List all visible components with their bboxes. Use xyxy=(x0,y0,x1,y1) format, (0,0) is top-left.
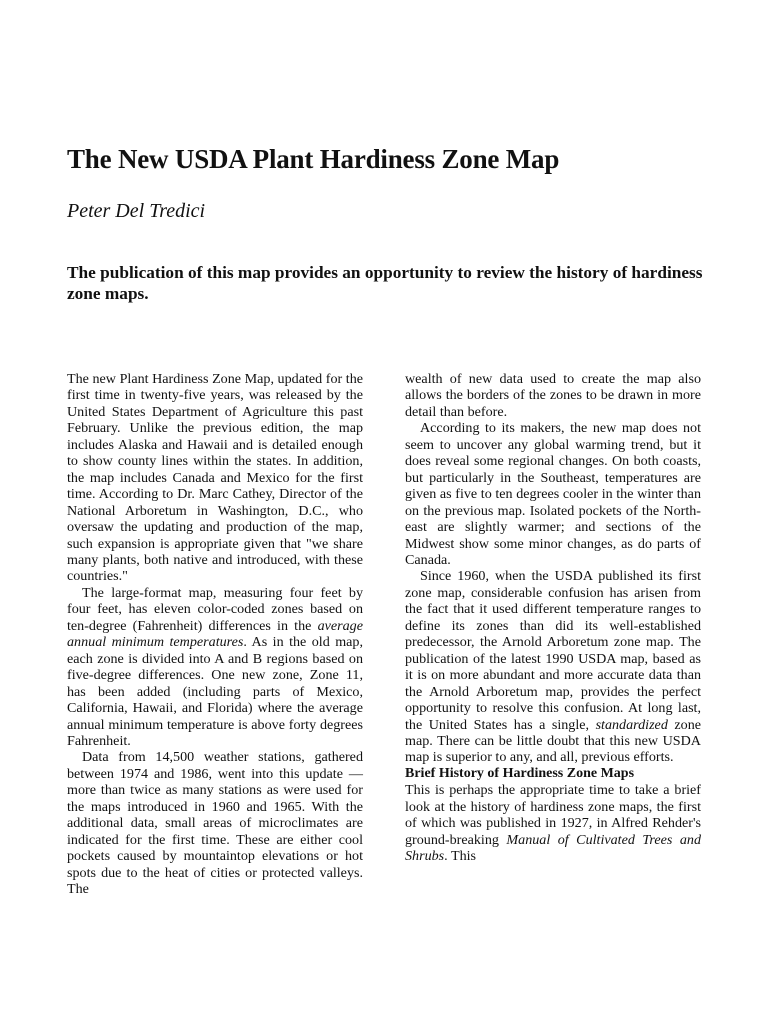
text-run: This is perhaps the appropriate time to take a brief look at the history of hardiness zone maps, the first of which was published in 1927, in Alfred Rehder's ground-breaking xyxy=(405,782,701,848)
text-run: The large-format map, measuring four feet by four feet, has eleven color-coded zones based on ten-degree (Fahrenheit) differences in the xyxy=(67,584,363,634)
right-column xyxy=(405,371,701,865)
text-run: zone map. There can be little doubt that this new USDA map is superior to any, and all, previous efforts. xyxy=(405,716,701,766)
text-run: . This xyxy=(444,848,477,865)
paragraph: wealth of new data used to create the map also allows the borders of the zones to be drawn in more detail than before. xyxy=(405,371,701,420)
article-lede: The publication of this map provides an opportunity to review the history of hardiness zone maps. xyxy=(67,263,703,303)
text-run: . As in the old map, each zone is divided into A and B regions based on five-degree differences. One new zone, Zone 11, has been added (including parts of Mexico, California, Hawaii, and Florida) where the average annual minimum temperature is above forty degrees Fahrenheit. xyxy=(67,634,363,749)
paragraph xyxy=(405,782,701,864)
emphasis-text: Manual of Cultivated Trees and Shrubs xyxy=(405,831,701,865)
text-run: Since 1960, when the USDA published its first zone map, considerable confusion has arisen from the fact that it used different temperature ranges to define its zones than did its well-established predecessor, the Arnold Arboretum zone map. The publication of the latest 1990 USDA map, based as it is on more abundant and more accurate data than the Arnold Arboretum map, provides the perfect opportunity to resolve this confusion. At long last, the United States has a single, xyxy=(405,568,701,733)
emphasis-text: average annual minimum temperatures xyxy=(67,617,363,651)
emphasis-text: standardized xyxy=(595,716,668,733)
article-title: The New USDA Plant Hardiness Zone Map xyxy=(67,144,560,174)
left-column xyxy=(67,371,363,898)
paragraph: The new Plant Hardiness Zone Map, updated for the first time in twenty-five years, was released by the United States Department of Agriculture this past February. Unlike the previous edition, the map includes Alaska and Hawaii and is detailed enough to show county lines within the states. In addition, the map includes Canada and Mexico for the first time. According to Dr. Marc Cathey, Director of the National Arboretum in Washington, D.C., who oversaw the updating and production of the map, such expansion is appropriate given that "we share many plants, both native and introduced, with these countries." xyxy=(67,371,363,585)
author-byline: Peter Del Tredici xyxy=(67,200,206,222)
paragraph: According to its makers, the new map does not seem to uncover any global warming trend, but it does reveal some regional changes. On both coasts, but particularly in the Southeast, temperatures are given as five to ten degrees cooler in the winter than on the previous map. Isolated pockets of the Northeast are slightly warmer; and sections of the Midwest show some minor changes, as do parts of Canada. xyxy=(405,420,701,568)
paragraph: Data from 14,500 weather stations, gathered between 1974 and 1986, went into this update —more than twice as many stations as were used for the maps introduced in 1960 and 1965. With the additional data, small areas of microclimates are indicated for the first time. These are either cool pockets caused by mountaintop elevations or hot spots due to the heat of cities or protected valleys. The xyxy=(67,749,363,898)
paragraph xyxy=(405,568,701,765)
paragraph xyxy=(67,585,363,750)
section-subheading: Brief History of Hardiness Zone Maps xyxy=(405,765,635,781)
